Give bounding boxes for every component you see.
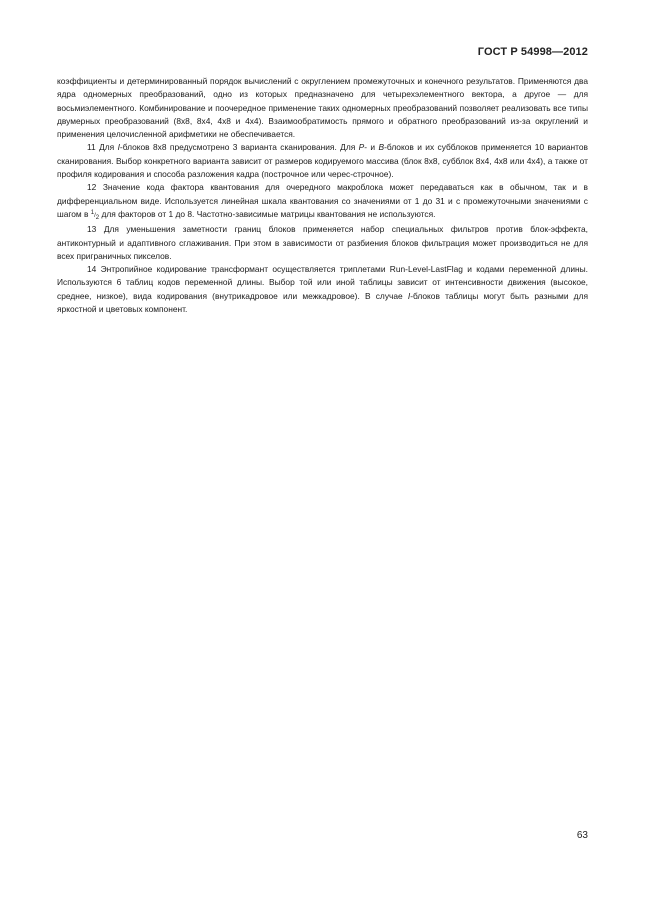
paragraph-14: 14 Энтропийное кодирование трансформант осуществляется триплетами Run-Level-LastFlag и кодами переменной длины. Используются 6 таблиц кодов переменной длины. Выбор той или иной таблицы зависит от интенсивности движения (высокое, среднее, низкое), вида кодирования (внутрикадровое или межкадровое). В случае I-блоков таблицы могут быть разными для яркостной и цветовых компонент.	[57, 264, 588, 315]
paragraph-continued: коэффициенты и детерминированный порядок вычислений с округлением промежуточных и конечного результатов. Применяются два ядра одномерных преобразований, одно из которых предназначено для четырехэлементного вектора, а другое — для восьмиэлементного. Комбинирование и поочередное применение таких одномерных преобразований позволяет реализовать все типы двумерных преобразований (8х8, 8х4, 4х8 и 4х4). Взаимообратимость прямого и обратного преобразований из-за округлений и применения целочисленной арифметики не обеспечивается.	[57, 76, 588, 140]
fraction-one-half: $^1/_2$	[90, 209, 100, 222]
paragraph-13: 13 Для уменьшения заметности границ блоков применяется набор специальных фильтров против блок-эффекта, антиконтурный и адаптивного сглаживания. При этом в зависимости от разбиения блоков фильтрация может производиться не для всех приграничных пикселов.	[57, 224, 588, 261]
document-header	[478, 46, 588, 58]
paragraph-12: 12 Значение кода фактора квантования для очередного макроблока может передаваться как в обычном, так и в дифференциальном виде. Используется линейная шкала квантования со значениями от 1 до 31 и с промежуточными значениями с шагом в $^1/_2$ для факторов от 1 до 8. Частотно-зависимые матрицы квантования не используются.	[57, 182, 588, 222]
standard-number: ГОСТ Р 54998—2012	[477, 46, 588, 58]
page-footer	[577, 830, 588, 841]
document-body	[57, 75, 588, 316]
paragraph-11: 11 Для I-блоков 8х8 предусмотрено 3 варианта сканирования. Для P- и B-блоков и их субблоков применяется 10 вариантов сканирования. Выбор конкретного варианта зависит от размеров кодируемого массива (блок 8х8, субблок 8х4, 4х8 или 4х4), а также от профиля кодирования и способа разложения кадра (построчное или черес-строчное).	[57, 142, 589, 180]
page-number: 63	[576, 830, 588, 841]
